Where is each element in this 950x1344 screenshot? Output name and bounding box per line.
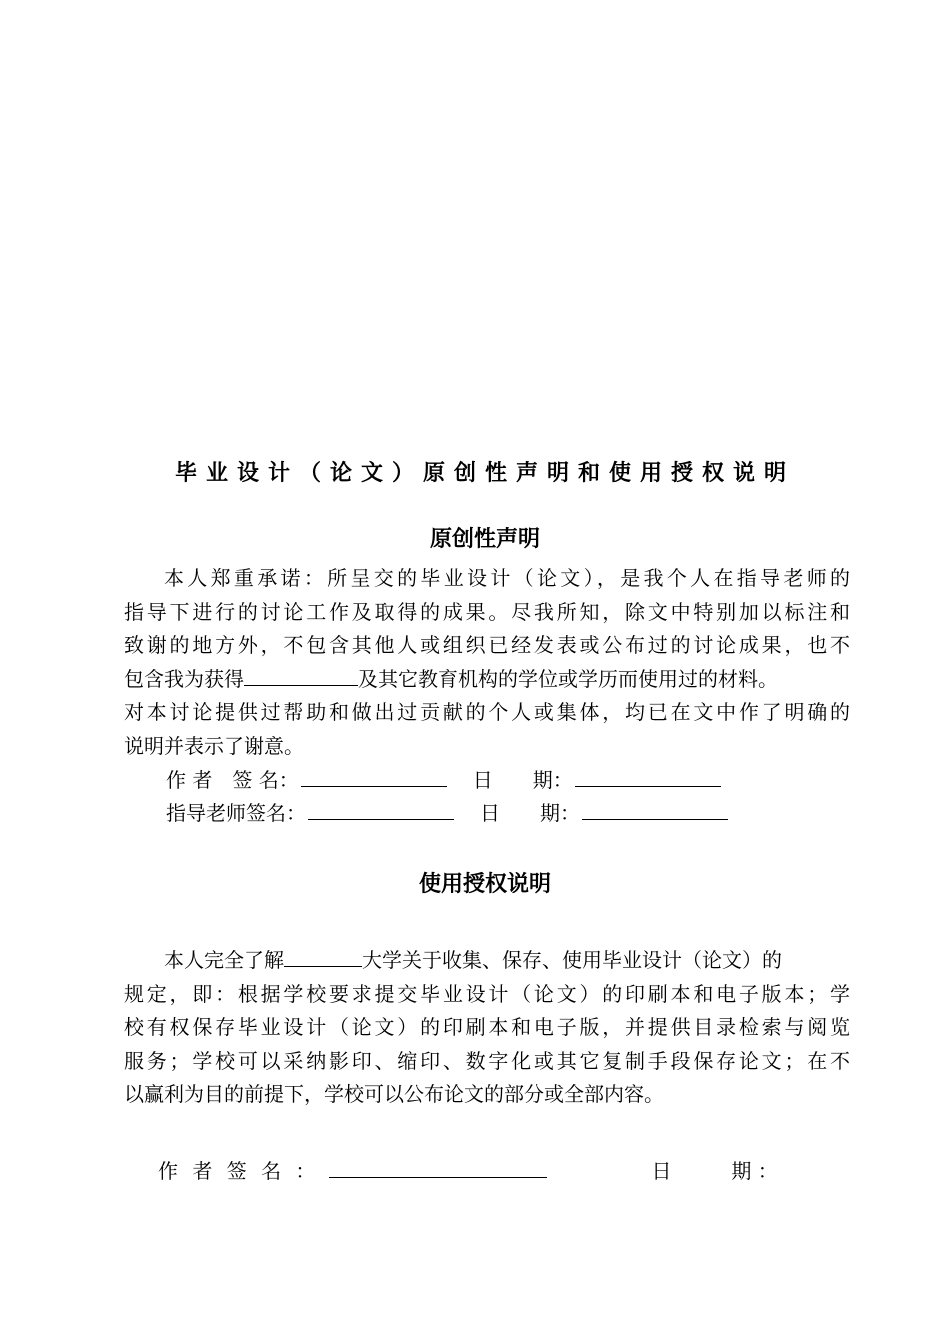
authorization-line-1a: 本人完全了解 [164, 948, 284, 972]
authorization-line-3: 校有权保存毕业设计（论文）的印刷本和电子版，并提供目录检索与阅览 [124, 1015, 850, 1039]
originality-statement [124, 562, 850, 763]
author-signature-label: 作 者 签 名： [166, 768, 299, 792]
author-signature-line[interactable] [301, 766, 447, 787]
advisor-signature-label: 指导老师签名： [166, 801, 306, 825]
originality-line-4b: 及其它教育机构的学位或学历而使用过的材料。 [358, 666, 778, 691]
originality-line-1: 本人郑重承诺：所呈交的毕业设计（论文），是我个人在指导老师的 [164, 566, 850, 590]
author-signature-row [166, 765, 721, 795]
authorization-statement [124, 944, 850, 1112]
authorization-signature-row [158, 1156, 778, 1186]
originality-line-6: 说明并表示了谢意。 [124, 733, 304, 758]
authorization-author-line[interactable] [329, 1157, 547, 1178]
university-blank [284, 948, 362, 967]
authorization-line-2: 规定，即：根据学校要求提交毕业设计（论文）的印刷本和电子版本；学 [124, 981, 850, 1006]
originality-line-5: 对本讨论提供过帮助和做出过贡献的个人或集体，均已在文中作了明确的 [124, 700, 850, 724]
authorization-heading: 使用授权说明 [418, 872, 551, 897]
authorization-line-1b: 大学关于收集、保存、使用毕业设计（论文）的 [362, 948, 782, 972]
authorization-line-1 [124, 944, 850, 978]
originality-line-4 [124, 663, 850, 697]
document-title: 毕业设计（论文）原创性声明和使用授权说明 [174, 461, 795, 486]
originality-line-4a: 包含我为获得 [124, 666, 244, 691]
authorization-line-5: 以赢利为目的前提下，学校可以公布论文的部分或全部内容。 [124, 1082, 664, 1106]
originality-heading: 原创性声明 [429, 527, 540, 552]
originality-line-3: 致谢的地方外，不包含其他人或组织已经发表或公布过的讨论成果，也不 [124, 633, 850, 657]
authorization-line-4: 服务；学校可以采纳影印、缩印、数字化或其它复制手段保存论文；在不 [124, 1048, 850, 1073]
author-date-line[interactable] [575, 766, 721, 787]
authorization-author-label: 作 者 签 名 ： [158, 1159, 320, 1183]
advisor-signature-line[interactable] [308, 799, 454, 820]
author-date-label: 日 期： [472, 768, 573, 792]
authorization-date-label: 日 期 ： [651, 1159, 778, 1183]
advisor-date-label: 日 期： [480, 801, 580, 825]
advisor-signature-row [166, 798, 728, 828]
originality-line-2: 指导下进行的讨论工作及取得的成果。尽我所知，除文中特别加以标注和 [124, 599, 850, 624]
advisor-date-line[interactable] [582, 799, 728, 820]
degree-blank [244, 667, 358, 686]
